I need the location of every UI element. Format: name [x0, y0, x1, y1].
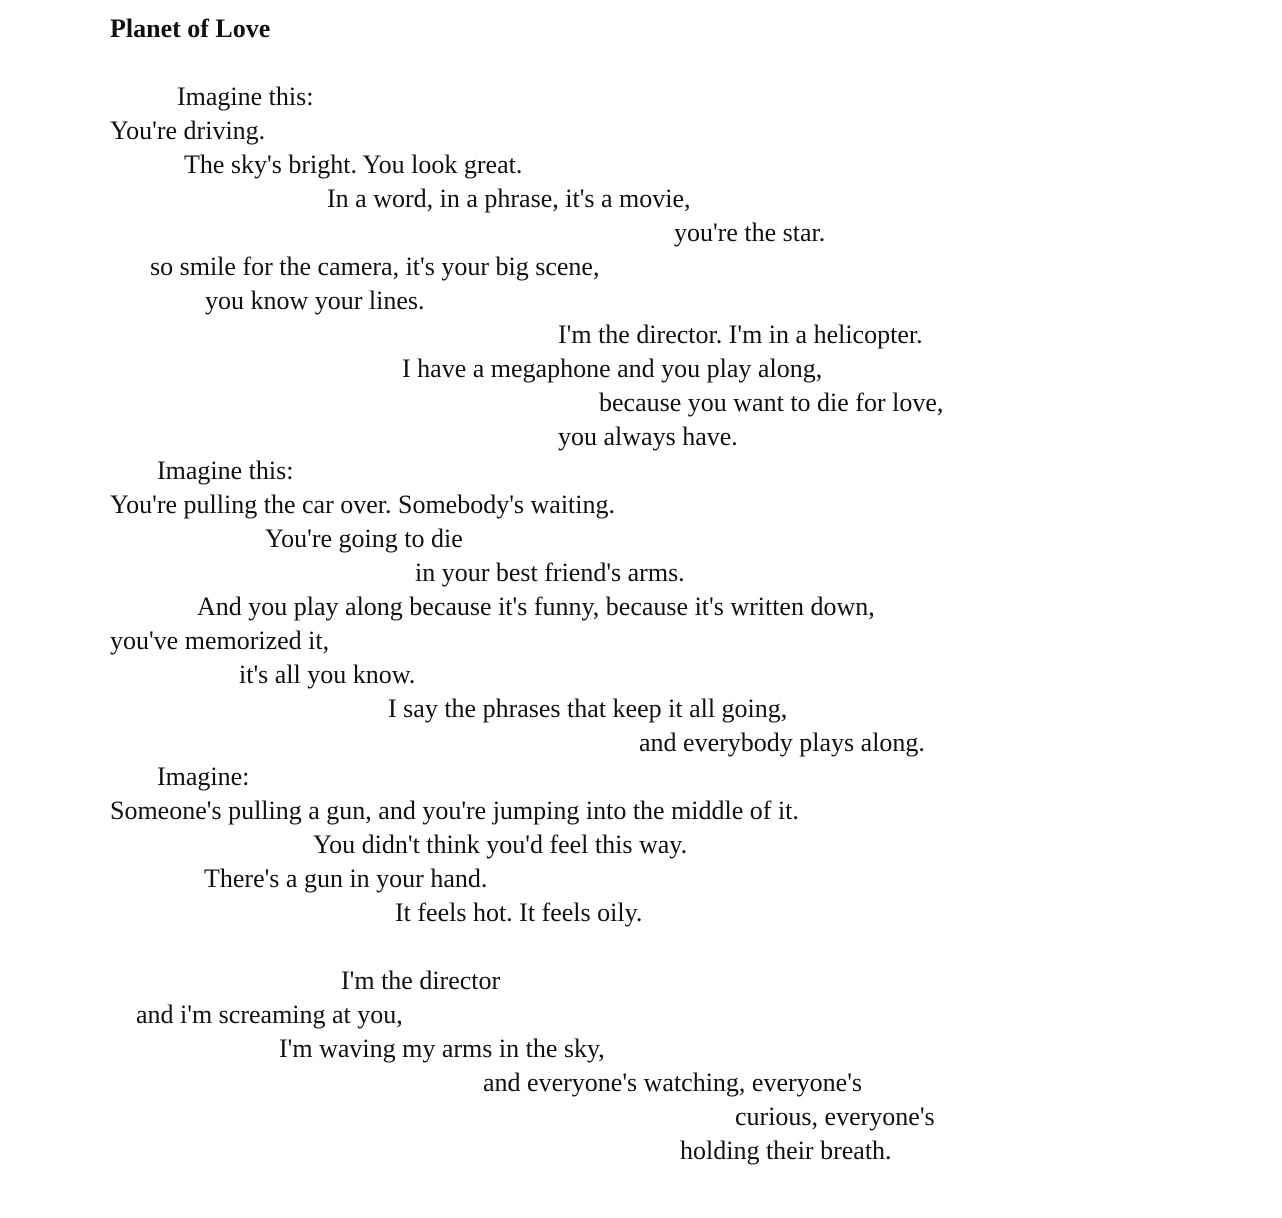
poem-line: you know your lines.	[205, 286, 425, 315]
poem-line: so smile for the camera, it's your big scene,	[150, 252, 600, 281]
poem-line: it's all you know.	[239, 660, 416, 689]
poem-line: I have a megaphone and you play along,	[402, 354, 823, 383]
poem-line: Imagine:	[157, 762, 250, 791]
poem-line: In a word, in a phrase, it's a movie,	[327, 184, 691, 213]
poem-stanza-break	[110, 930, 943, 964]
poem-line: in your best friend's arms.	[415, 558, 685, 587]
poem-body	[110, 80, 943, 1168]
poem-line: You're driving.	[110, 116, 266, 145]
poem-line: you always have.	[558, 422, 738, 451]
poem-line: you're the star.	[674, 218, 826, 247]
poem-line: It feels hot. It feels oily.	[395, 898, 643, 927]
poem-line: and everyone's watching, everyone's	[483, 1068, 863, 1097]
poem-line: There's a gun in your hand.	[204, 864, 488, 893]
poem-line: I'm waving my arms in the sky,	[279, 1034, 605, 1063]
poem-line: you've memorized it,	[110, 626, 330, 655]
poem-line: holding their breath.	[680, 1136, 892, 1165]
poem-line: Imagine this:	[177, 82, 314, 111]
poem-line: and everybody plays along.	[639, 728, 925, 757]
poem-line: I say the phrases that keep it all going,	[388, 694, 788, 723]
poem-line: I'm the director	[341, 966, 501, 995]
poem-line: You're pulling the car over. Somebody's waiting.	[110, 490, 616, 519]
poem-line: Imagine this:	[157, 456, 294, 485]
poem-line: Someone's pulling a gun, and you're jumping into the middle of it.	[110, 796, 799, 825]
poem-line: The sky's bright. You look great.	[184, 150, 523, 179]
poem-line: curious, everyone's	[735, 1102, 935, 1131]
poem-line: You're going to die	[265, 524, 463, 553]
poem-line: and i'm screaming at you,	[136, 1000, 403, 1029]
poem-line: You didn't think you'd feel this way.	[313, 830, 688, 859]
poem-line: because you want to die for love,	[599, 388, 944, 417]
poem-title: Planet of Love	[110, 14, 271, 43]
poem-line: And you play along because it's funny, because it's written down,	[197, 592, 875, 621]
poem-line: I'm the director. I'm in a helicopter.	[558, 320, 923, 349]
